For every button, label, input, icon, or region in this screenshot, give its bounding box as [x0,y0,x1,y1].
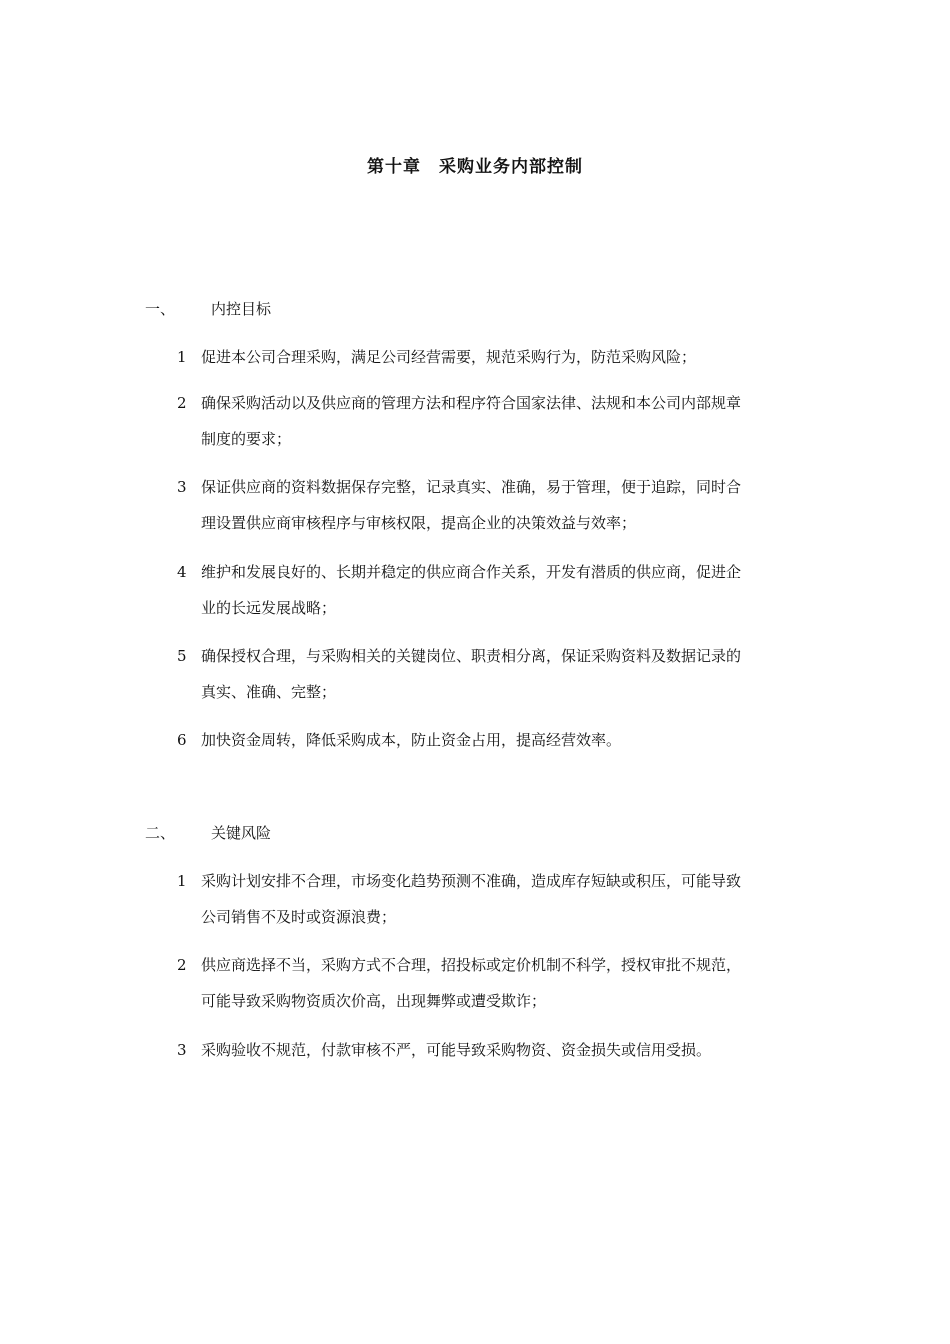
item-line: 公司销售不及时或资源浪费； [201,908,397,926]
section-title: 关键风险 [211,824,272,842]
item-text [201,469,813,541]
item-number: 1 [177,872,187,890]
item-text [201,554,813,626]
item-text [201,863,813,935]
item-line: 维护和发展良好的、长期并稳定的供应商合作关系，开发有潜质的供应商，促进企 [201,563,742,581]
item-line: 真实、准确、完整； [201,683,337,701]
item-line: 理设置供应商审核程序与审核权限，提高企业的决策效益与效率； [201,514,637,532]
item-text [201,947,813,1019]
item-text [201,339,813,375]
item-line: 供应商选择不当，采购方式不合理，招投标或定价机制不科学，授权审批不规范， [201,956,742,974]
section-number: 二、 [145,824,176,842]
item-number: 3 [177,478,187,496]
item-line: 加快资金周转，降低采购成本，防止资金占用，提高经营效率。 [201,731,622,749]
item-number: 2 [177,956,187,974]
item-text [201,722,813,758]
item-number: 4 [177,563,187,581]
item-line: 制度的要求； [201,430,292,448]
item-number: 3 [177,1041,187,1059]
item-number: 6 [177,731,187,749]
item-line: 采购计划安排不合理，市场变化趋势预测不准确，造成库存短缺或积压，可能导致 [201,872,742,890]
page-title: 第十章 采购业务内部控制 [367,157,583,177]
item-line: 采购验收不规范，付款审核不严，可能导致采购物资、资金损失或信用受损。 [201,1041,712,1059]
item-number: 1 [177,348,187,366]
item-text [201,638,813,710]
item-line: 可能导致采购物资质次价高，出现舞弊或遭受欺诈； [201,992,547,1010]
item-line: 促进本公司合理采购，满足公司经营需要，规范采购行为，防范采购风险； [201,348,697,366]
item-line: 业的长远发展战略； [201,599,337,617]
item-number: 5 [177,647,187,665]
item-line: 确保授权合理，与采购相关的关键岗位、职责相分离，保证采购资料及数据记录的 [201,647,742,665]
item-number: 2 [177,394,187,412]
item-text [201,1032,813,1068]
item-line: 确保采购活动以及供应商的管理方法和程序符合国家法律、法规和本公司内部规章 [201,394,742,412]
section-title: 内控目标 [211,300,272,318]
section-number: 一、 [145,300,176,318]
item-line: 保证供应商的资料数据保存完整，记录真实、准确，易于管理，便于追踪，同时合 [201,478,742,496]
item-text [201,385,813,457]
